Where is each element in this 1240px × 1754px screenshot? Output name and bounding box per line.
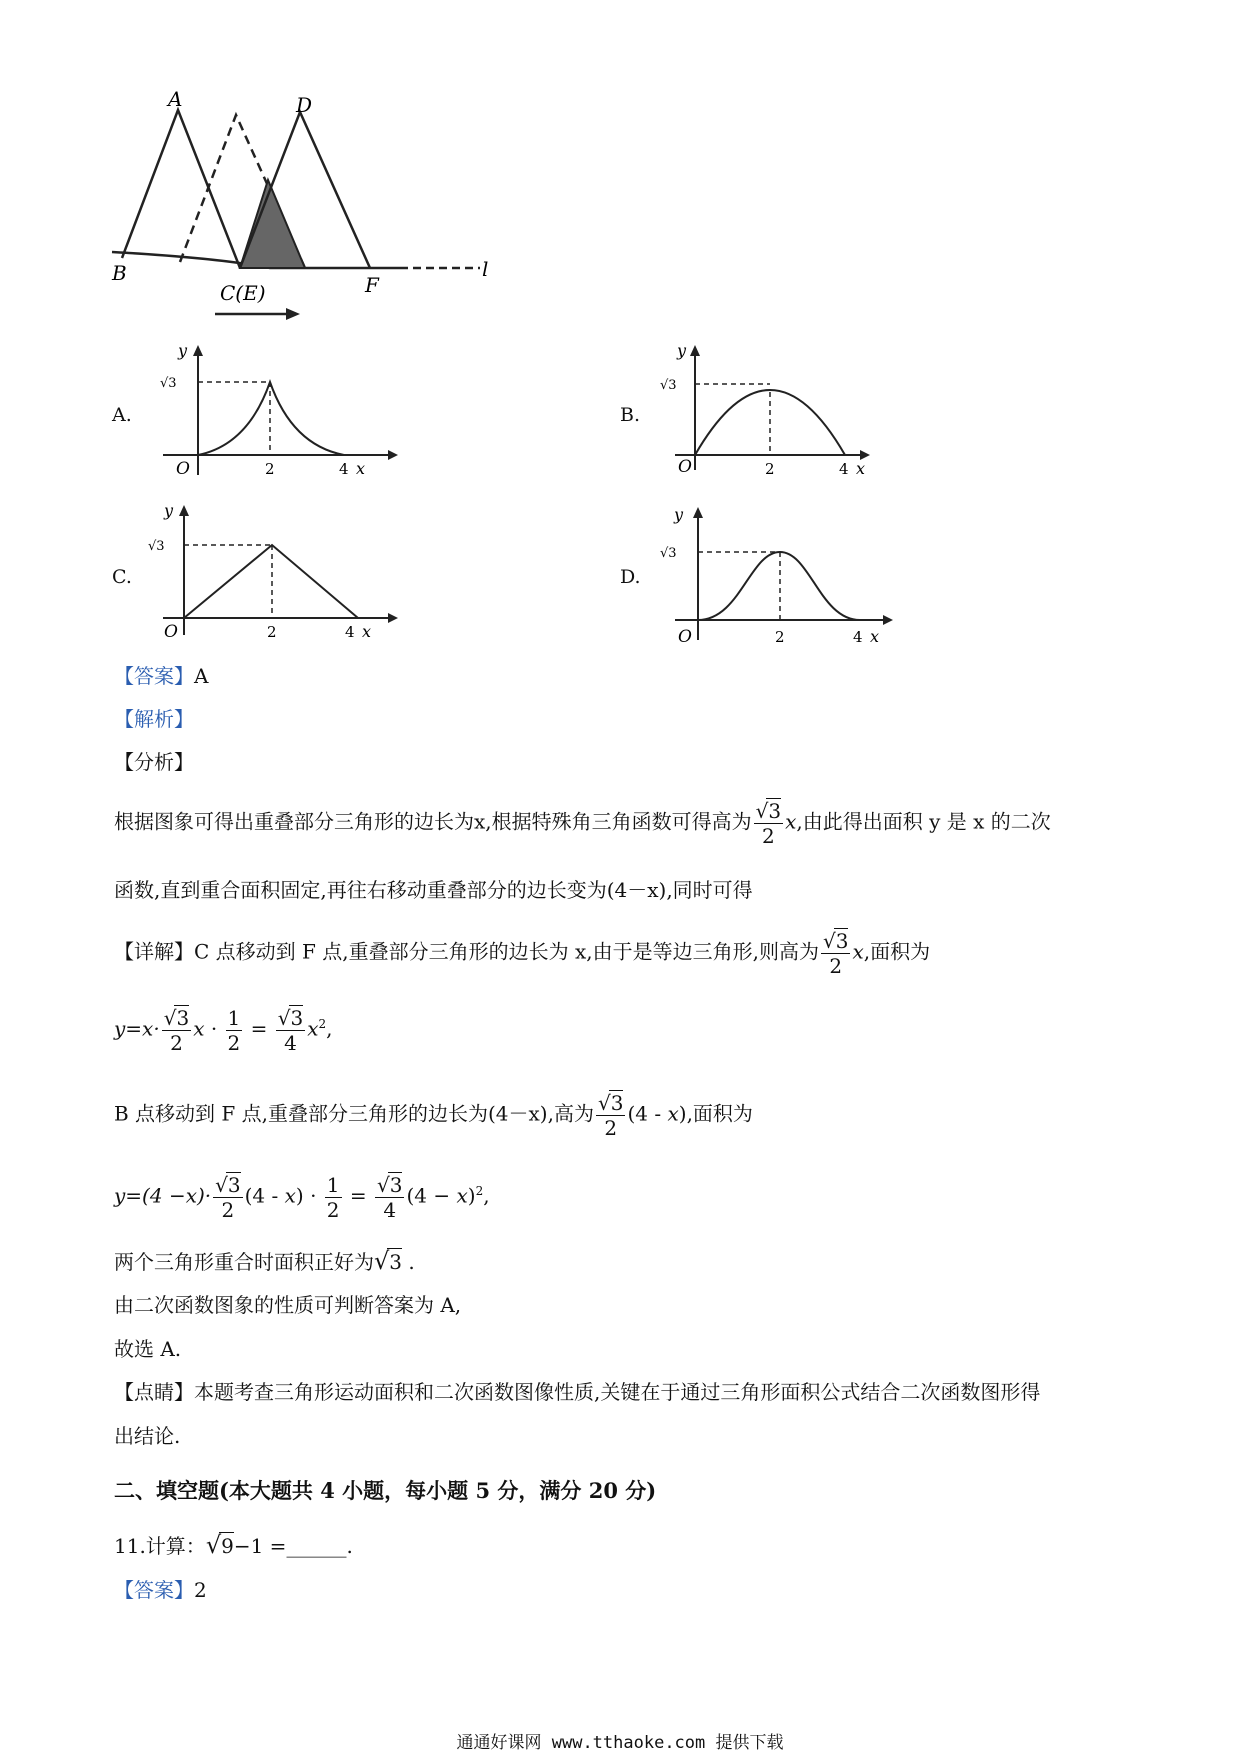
option-d-sqrt3-mark: √3 [660, 546, 677, 561]
option-d-x2-mark: 2 [775, 628, 785, 646]
dianjing-line1 [114, 1379, 1040, 1405]
vertex-a-label: A [168, 87, 183, 111]
option-a-sqrt3-mark: √3 [160, 376, 177, 391]
fenxi-paragraph-line1: 根据图象可得出重叠部分三角形的边长为x,根据特殊角三角函数可得高为 $\frac{√3}{2}$ x,由此得出面积 y 是 x 的二次 [114, 799, 1051, 848]
sliding-triangles-figure [100, 80, 520, 340]
xiangjie-text-1a: C 点移动到 F 点,重叠部分三角形的边长为 x,由于是等边三角形,则高为 [194, 939, 819, 964]
option-d-origin-label: O [678, 627, 692, 647]
footer: 通通好课网 www.tthaoke.com 提供下载 [456, 1733, 784, 1753]
fenxi-text-1a: 根据图象可得出重叠部分三角形的边长为x,根据特殊角三角函数可得高为 [114, 809, 752, 834]
answer-tag: 【答案】 [114, 664, 194, 688]
option-a-x-axis-label: x [356, 459, 366, 478]
equation-2: y=(4 −x)· $\frac{√3}{2}$ (4 - x) · $\frac{1}{2}$ = $\frac{√3}{4}$ $(4 - x)^2$, [114, 1172, 490, 1222]
option-c-origin-label: O [164, 622, 178, 640]
question-11: 11.计算：√9−1 =______. [114, 1531, 353, 1559]
xiangjie-line1: 【详解】C 点移动到 F 点,重叠部分三角形的边长为 x,由于是等边三角形,则高为 $\frac{√3}{2}$ x,面积为 [114, 929, 931, 978]
line-l-label: l [482, 257, 489, 281]
option-b-x2-mark: 2 [765, 460, 775, 478]
b-line-text-a: B 点移动到 F 点,重叠部分三角形的边长为(4－x),高为 [114, 1101, 594, 1126]
vertex-f-label: F [365, 273, 379, 297]
option-a-y-axis-label: y [178, 341, 188, 360]
option-d-x4-mark: 4 [853, 628, 863, 646]
analysis-tag: 【解析】 [114, 707, 194, 731]
vertex-d-label: D [296, 93, 313, 117]
xiangjie-text-1b: ,面积为 [863, 939, 931, 964]
fenxi-paragraph-line2: 函数,直到重合面积固定,再往右移动重叠部分的边长变为(4－x),同时可得 [114, 878, 753, 902]
vertex-b-label: B [112, 261, 127, 285]
option-c-y-axis-label: y [164, 501, 174, 520]
q11-expr-tail: −1 =______. [233, 1534, 353, 1558]
option-c-graph [148, 500, 408, 640]
option-c-x2-mark: 2 [267, 623, 277, 640]
answer-11-value: 2 [194, 1578, 207, 1602]
conclude-line-2: 故选 A. [114, 1337, 182, 1361]
option-b-origin-label: O [678, 457, 692, 477]
option-a-origin-label: O [176, 459, 190, 479]
vertex-ce-label: C(E) [220, 281, 266, 305]
sqrt3-over-2-fraction: $\frac{√3}{2}$ [755, 799, 782, 848]
option-c-x4-mark: 4 [345, 623, 355, 640]
fenxi-text-1b: ,由此得出面积 y 是 x 的二次 [796, 809, 1051, 834]
dianjing-line2: 出结论. [114, 1424, 181, 1448]
b-point-line: B 点移动到 F 点,重叠部分三角形的边长为(4－x),高为 $\frac{√3}{2}$ (4 - x),面积为 [114, 1091, 753, 1140]
eq1-prefix: y=x· [114, 1016, 160, 1041]
eq2-prefix: y=(4 −x)· [114, 1183, 212, 1208]
option-d-x-axis-label: x [870, 627, 880, 646]
b-line-text-b: ,面积为 [686, 1101, 753, 1126]
option-a-label[interactable]: A. [112, 404, 132, 426]
dianjing-text-1: 本题考查三角形运动面积和二次函数图像性质,关键在于通过三角形面积公式结合二次函数图形得 [194, 1380, 1041, 1404]
answer-value: A [194, 664, 209, 688]
option-c-x-axis-label: x [362, 622, 372, 640]
option-c-label[interactable]: C. [112, 566, 132, 588]
option-b-x4-mark: 4 [839, 460, 849, 478]
answer-11-line [114, 1577, 207, 1603]
option-b-graph [660, 340, 920, 480]
section-title: 二、填空题(本大题共 4 小题，每小题 5 分，满分 20 分) [114, 1478, 657, 1503]
option-d-label[interactable]: D. [620, 566, 641, 588]
conclude-line-1: 由二次函数图象的性质可判断答案为 A, [114, 1293, 462, 1317]
option-b-sqrt3-mark: √3 [660, 378, 677, 393]
option-a-x4-mark: 4 [339, 460, 349, 478]
answer-line [114, 663, 208, 689]
dianjing-tag: 【点睛】 [114, 1380, 194, 1404]
option-b-y-axis-label: y [677, 341, 687, 360]
option-d-graph [660, 500, 920, 650]
option-d-y-axis-label: y [674, 505, 684, 524]
option-b-label[interactable]: B. [620, 404, 641, 426]
answer-11-tag: 【答案】 [114, 1578, 194, 1602]
xiangjie-tag: 【详解】 [114, 939, 194, 964]
equation-1: y=x· $\frac{√3}{2}$ x · $\frac{1}{2}$ = $\frac{√3}{4}$ $x^2$, [114, 1005, 333, 1055]
option-b-x-axis-label: x [856, 459, 866, 478]
fenxi-tag: 【分析】 [114, 750, 194, 774]
option-c-sqrt3-mark: √3 [148, 539, 165, 554]
overlap-line: 两个三角形重合时面积正好为√3 . [114, 1247, 415, 1275]
option-a-x2-mark: 2 [265, 460, 275, 478]
sqrt3-over-2-fraction: $\frac{√3}{2}$ [822, 929, 849, 978]
option-a-graph [148, 340, 408, 480]
q11-prefix: 11.计算： [114, 1534, 206, 1558]
